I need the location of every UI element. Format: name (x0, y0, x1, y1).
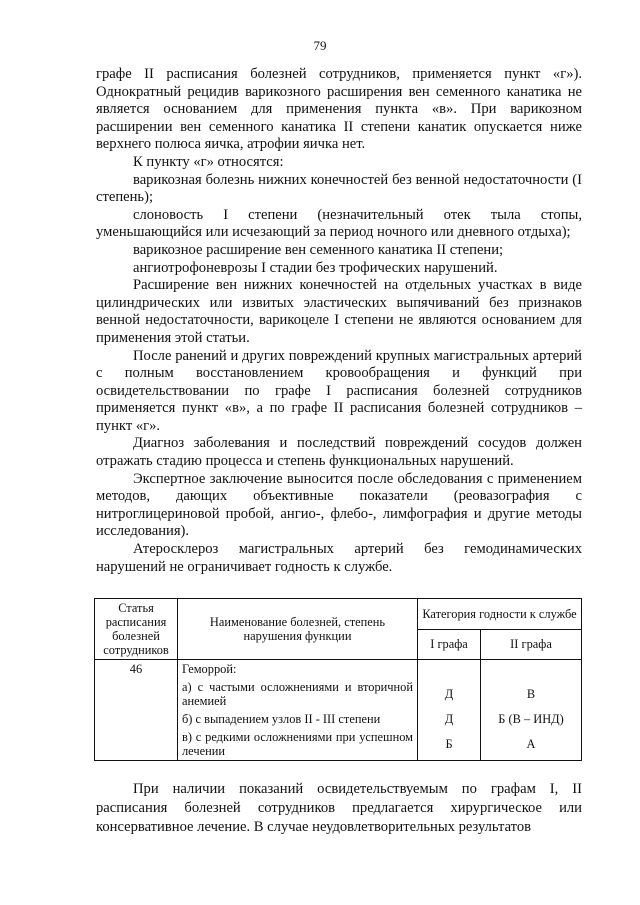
paragraph: После ранений и других повреждений крупных магистральных артерий с полным восстановлением кровообращения и функций при освидетельствовании по графе I расписания болезней сотрудников применяется пункт «в», а по графе II расписания болезней сотрудников – пункт «г». (96, 347, 582, 434)
list-item: варикозное расширение вен семенного канатика II степени; (133, 241, 504, 258)
paragraph: Расширение вен нижних конечностей на отдельных участках в виде цилиндрических или извитых эластических выпячиваний без признаков венной недостаточности, варикоцеле I степени не являются основанием для применения этой статьи. (96, 277, 582, 346)
paragraph: Диагноз заболевания и последствий повреждений сосудов должен отражать стадию процесса и степень функциональных нарушений. (96, 435, 582, 470)
table-row-g2: Б (В – ИНД) (481, 710, 582, 728)
table-row-g2: В (481, 678, 582, 710)
page-number: 79 (313, 38, 327, 53)
list-item: ангиотрофоневрозы I стадии без трофических нарушений. (133, 259, 498, 276)
header-article: Статья расписания болезней сотрудников (95, 599, 178, 660)
table-row-g1: Д (418, 678, 481, 710)
list-intro: К пункту «г» относятся: (133, 153, 284, 170)
table-row-desc: в) с редкими осложнениями при успешном лечении (178, 728, 418, 761)
paragraph: графе II расписания болезней сотрудников, применяется пункт «г»). Однократный рецидив варикозного расширения вен семенного канатика не является основанием для применения пункта «в». При варикозном расширении вен семенного канатика II степени канатик опускается ниже верхнего полюса яичка, атрофии яичка нет. (96, 66, 582, 153)
article-number: 46 (95, 660, 178, 761)
paragraph: Экспертное заключение выносится после обследования с применением методов, дающих объективные показатели (реовазография с нитроглицериновой пробой, ангио-, флебо-, лимфография и другие методы исследования). (96, 470, 582, 540)
disease-title: Геморрой: (178, 660, 418, 679)
header-col1: I графа (418, 629, 481, 660)
table-row-g1: Д (418, 710, 481, 728)
paragraph: При наличии показаний освидетельствуемым по графам I, II расписания болезней сотрудников предлагается хирургическое или консервативное лечение. В случае неудовлетворительных результатов (96, 781, 582, 835)
table-row-g2: А (481, 728, 582, 761)
table-row-desc: б) с выпадением узлов II - III степени (178, 710, 418, 728)
header-category: Категория годности к службе (418, 599, 582, 630)
header-col2: II графа (481, 629, 582, 660)
disease-table (94, 598, 582, 761)
table-row-g1: Б (418, 728, 481, 761)
list-item: слоновость I степени (незначительный отек тыла стопы, уменьшающийся или исчезающий за период ночного или дневного отдыха); (96, 206, 582, 241)
body-text-top (96, 66, 582, 576)
header-name: Наименование болезней, степень нарушения функции (178, 599, 418, 660)
table-row-desc: а) с частыми осложнениями и вторичной анемией (178, 678, 418, 710)
paragraph: Атеросклероз магистральных артерий без гемодинамических нарушений не ограничивает годность к службе. (96, 541, 582, 575)
list-item: варикозная болезнь нижних конечностей без венной недостаточности (I степень); (96, 171, 582, 206)
body-text-bottom (96, 780, 582, 837)
